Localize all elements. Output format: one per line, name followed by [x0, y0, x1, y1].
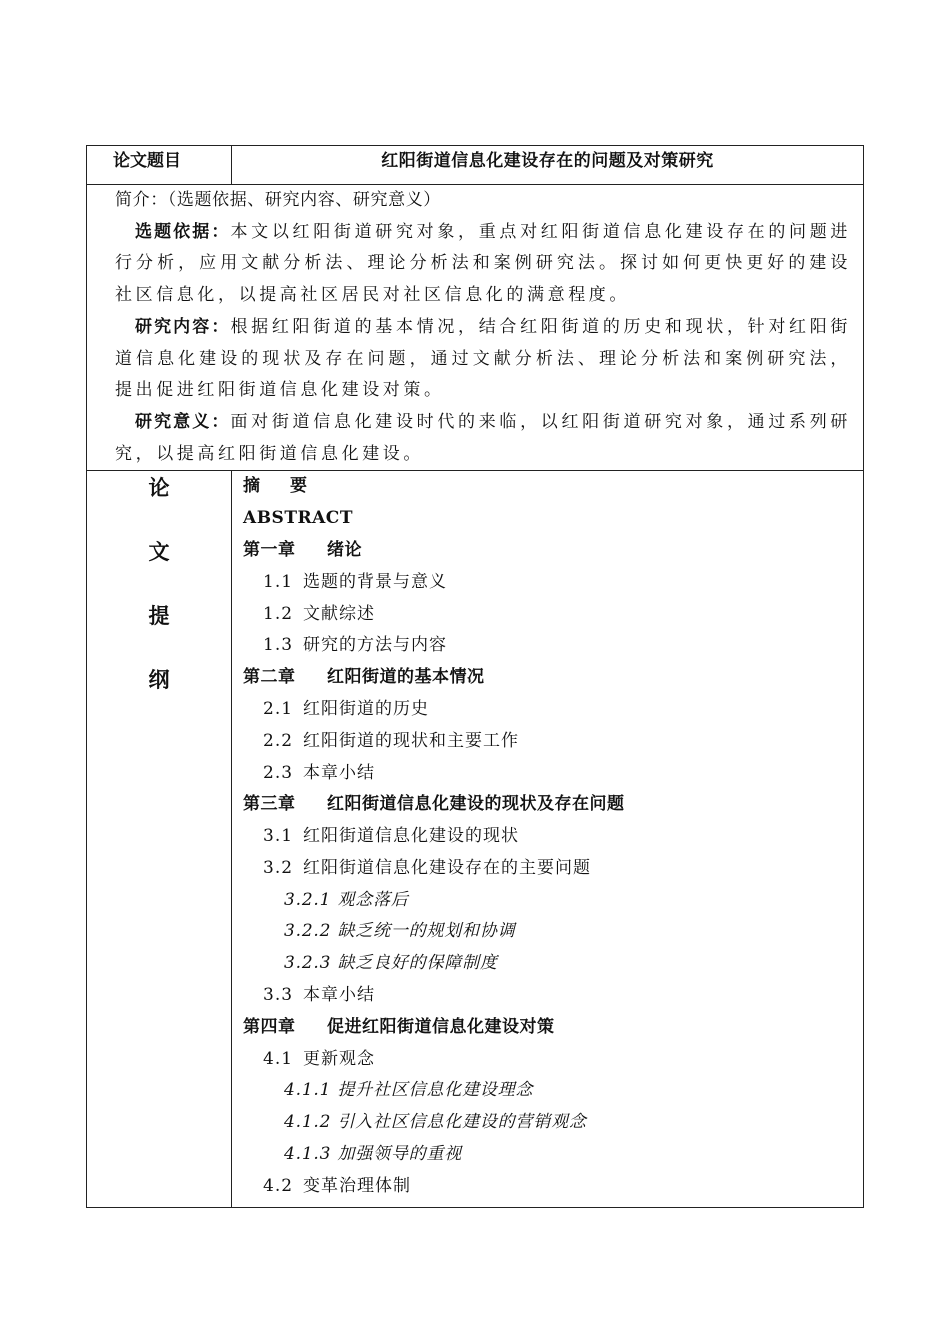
- outline-section: 1.3 研究的方法与内容: [263, 635, 447, 656]
- outline-section: 2.3 本章小结: [263, 762, 375, 783]
- paragraph-text: 面对街道信息化建设时代的来临，以红阳街道研究对象，通过系列研究，以提高红阳街道信息化建设。: [115, 411, 852, 464]
- outline-chapter: 第二章 红阳街道的基本情况: [243, 667, 485, 688]
- outline-chapter: 第四章 促进红阳街道信息化建设对策: [243, 1016, 555, 1037]
- outline-section: 4.2 变革治理体制: [263, 1175, 411, 1196]
- outline-row: [87, 471, 864, 1207]
- outline-chapter: 第一章 绪论: [243, 539, 362, 560]
- outline-label-char: 提: [148, 603, 170, 629]
- thesis-title-label: 论文题目: [87, 146, 232, 185]
- outline-abstract-cn: 摘要: [243, 476, 337, 497]
- outline-section: 4.1 更新观念: [263, 1048, 375, 1069]
- title-row: [87, 146, 864, 185]
- outline-subsection: 4.1.3 加强领导的重视: [284, 1144, 463, 1165]
- outline-subsection: 4.1.2 引入社区信息化建设的营销观念: [284, 1112, 587, 1133]
- outline-label-cell: [87, 471, 232, 1207]
- paragraph-lead: 选题依据：: [135, 221, 231, 242]
- intro-paragraph-significance: [115, 407, 851, 470]
- thesis-title-value: 红阳街道信息化建设存在的问题及对策研究: [232, 146, 864, 185]
- intro-paragraph-basis: [115, 217, 851, 312]
- outline-section: 1.2 文献综述: [263, 603, 375, 624]
- outline-abstract-en: ABSTRACT: [243, 508, 353, 529]
- outline-section: 1.1 选题的背景与意义: [263, 571, 447, 592]
- outline-section: 3.1 红阳街道信息化建设的现状: [263, 826, 519, 847]
- outline-section: 2.1 红阳街道的历史: [263, 698, 429, 719]
- intro-paragraph-content: [115, 312, 851, 407]
- proposal-table: [86, 145, 864, 1208]
- outline-subsection: 3.2.2 缺乏统一的规划和协调: [284, 921, 516, 942]
- intro-cell: [87, 185, 864, 471]
- outline-section: 3.2 红阳街道信息化建设存在的主要问题: [263, 857, 591, 878]
- outline-chapter: 第三章 红阳街道信息化建设的现状及存在问题: [243, 794, 625, 815]
- outline-section: 3.3 本章小结: [263, 985, 375, 1006]
- paragraph-lead: 研究内容：: [135, 316, 231, 337]
- outline-label-char: 论: [148, 475, 170, 501]
- outline-subsection: 3.2.1 观念落后: [284, 889, 409, 910]
- intro-row: [87, 185, 864, 471]
- outline-content-cell: [232, 471, 864, 1207]
- outline-subsection: 4.1.1 提升社区信息化建设理念: [284, 1080, 534, 1101]
- outline-label-char: 纲: [148, 667, 170, 693]
- paragraph-text: 本文以红阳街道研究对象，重点对红阳街道信息化建设存在的问题进行分析，应用文献分析法、理论分析法和案例研究法。探讨如何更快更好的建设社区信息化，以提高社区居民对社区信息化的满意程度。: [115, 221, 852, 306]
- proposal-form: [86, 145, 864, 1208]
- paragraph-lead: 研究意义：: [135, 411, 231, 432]
- outline-subsection: 3.2.3 缺乏良好的保障制度: [284, 953, 498, 974]
- outline-section: 2.2 红阳街道的现状和主要工作: [263, 730, 519, 751]
- outline-label-char: 文: [148, 539, 170, 565]
- paragraph-text: 根据红阳街道的基本情况，结合红阳街道的历史和现状，针对红阳街道信息化建设的现状及存在问题，通过文献分析法、理论分析法和案例研究法，提出促进红阳街道信息化建设对策。: [115, 316, 852, 401]
- intro-heading: 简介：（选题依据、研究内容、研究意义）: [115, 190, 441, 210]
